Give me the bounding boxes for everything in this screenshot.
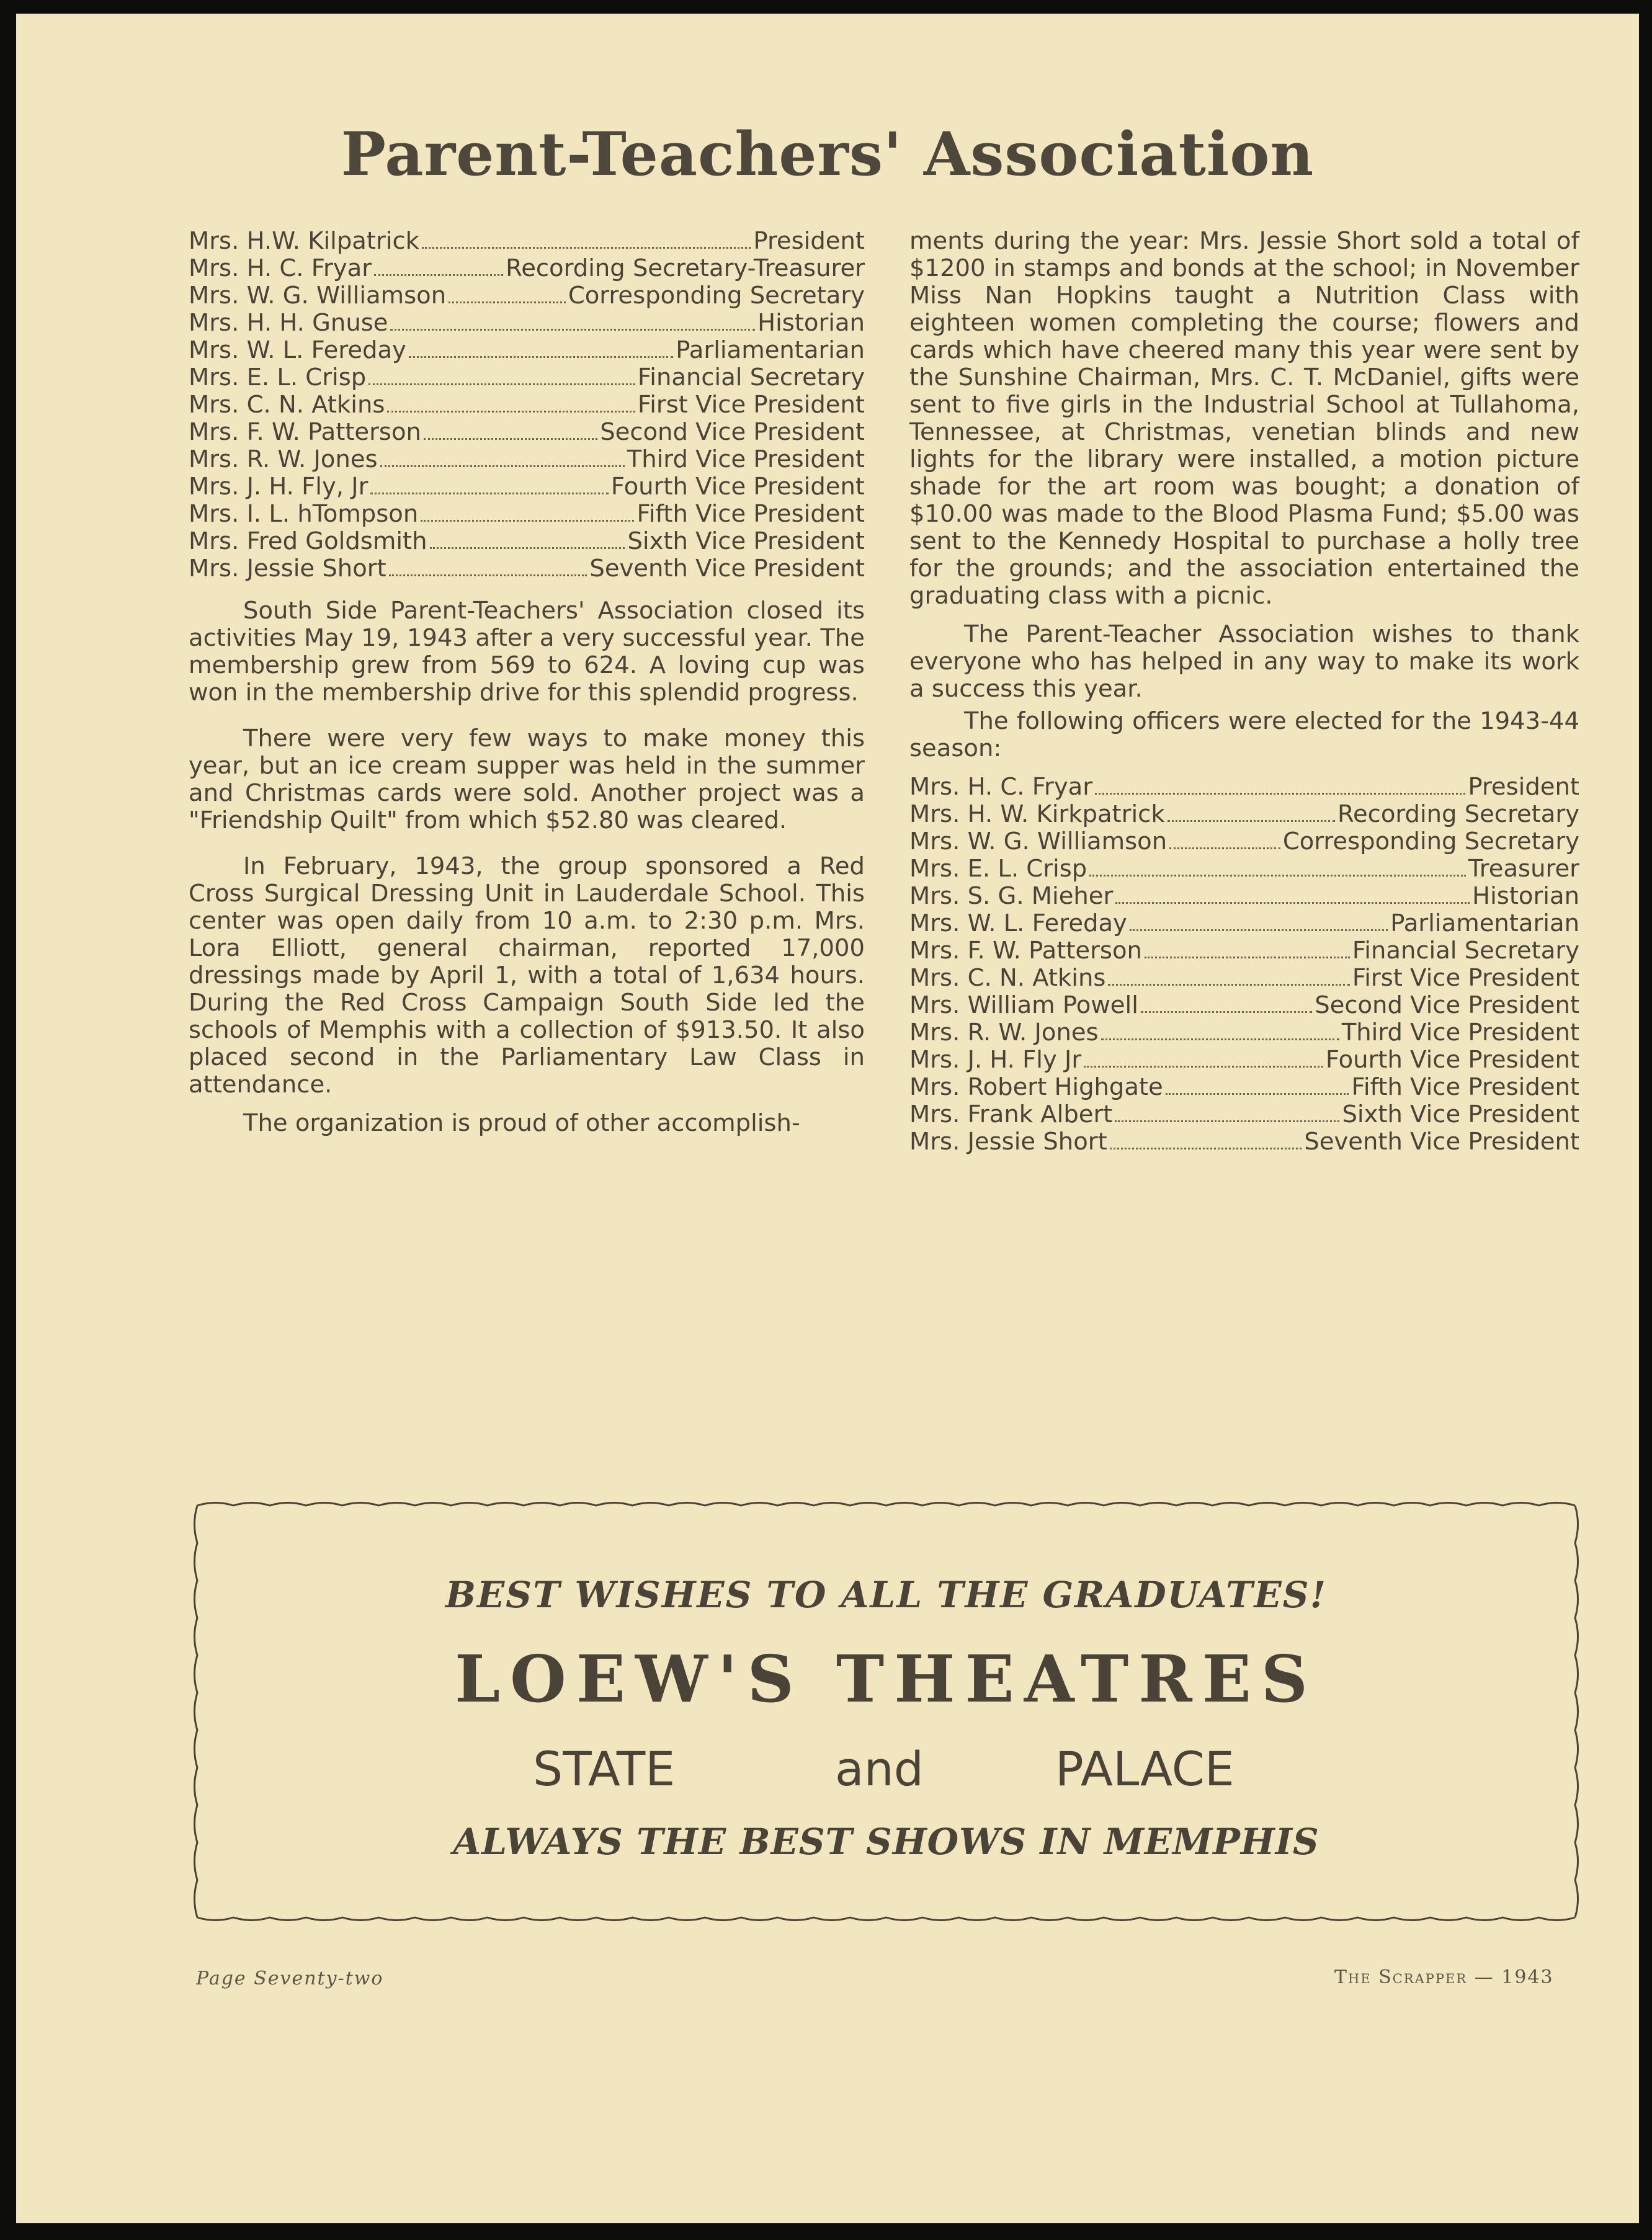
officer-row [909,855,1579,883]
officer-row [909,1046,1579,1074]
officers-list-1943-44 [909,774,1579,1156]
officer-row [189,337,865,364]
leader-dots [424,438,597,440]
leader-dots [1115,1120,1339,1122]
officer-name: Mrs. H.W. Kilpatrick [189,227,419,255]
officer-office: Parliamentarian [676,336,865,364]
leader-dots [368,383,635,385]
body-paragraph: South Side Parent-Teachers' Association closed its activities May 19, 1943 after a very successful year. The membership grew from 569 to 624. A loving cup was won in the membership drive for this splendid progress. [189,597,865,707]
page-title: Parent-Teachers' Association [341,119,1315,189]
officer-name: Mrs. R. W. Jones [909,1019,1099,1046]
officer-row [189,528,865,555]
officer-office: First Vice President [637,391,865,419]
officer-office: Parliamentarian [1390,909,1579,937]
officer-row [909,1019,1579,1046]
officer-name: Mrs. W. G. Williamson [189,282,447,310]
officer-office: Fourth Vice President [1325,1046,1579,1074]
officer-name: Mrs. J. H. Fly, Jr [189,473,368,501]
officer-row [909,828,1579,855]
leader-dots [1115,902,1470,904]
leader-dots [1141,1011,1312,1013]
officer-name: Mrs. F. W. Patterson [909,937,1142,965]
leader-dots [374,274,503,276]
officer-office: Seventh Vice President [1304,1128,1579,1156]
body-paragraph: The following officers were elected for the 1943-44 season: [909,707,1579,762]
officer-name: Mrs. Jessie Short [189,555,386,582]
ad-slogan: ALWAYS THE BEST SHOWS IN MEMPHIS [453,1821,1319,1863]
leader-dots [421,520,634,522]
officer-name: Mrs. J. H. Fly Jr [909,1046,1082,1074]
officer-row [909,1128,1579,1156]
officers-list-1942 [189,228,865,582]
body-paragraph: ments during the year: Mrs. Jessie Short sold a total of $1200 in stamps and bonds at the school; in November Miss Nan Hopkins taught a Nutrition Class with eighteen women completing the course; flowers and cards which have cheered many this year were sent by the Sunshine Chairman, Mrs. C. T. McDaniel, gifts were sent to five girls in the Industrial School at Tullahoma, Tennessee, at Christmas, venetian blinds and new lights for the library were installed, a motion picture shade for the art room was bought; a donation of $10.00 was made to the Blood Plasma Fund; $5.00 was sent to the Kennedy Hospital to purchase a holly tree for the grounds; and the association entertained the graduating class with a picnic. [909,227,1579,610]
officer-name: Mrs. E. L. Crisp [909,855,1087,883]
officer-row [909,1101,1579,1128]
publication-name: The Scrapper — 1943 [1334,1966,1554,1988]
ad-venues [190,1741,1583,1797]
officer-office: Fifth Vice President [1351,1073,1579,1101]
officer-office: Recording Secretary-Treasurer [506,254,865,282]
officer-row [189,419,865,446]
leader-dots [1089,875,1466,877]
officer-name: Mrs. W. L. Fereday [909,909,1127,937]
body-paragraph: The organization is proud of other accomplish- [243,1109,800,1137]
leader-dots [1108,984,1349,986]
ad-theatre-name: LOEW'S THEATRES [454,1641,1318,1717]
leader-dots [1130,929,1388,931]
officer-name: Mrs. I. L. hTompson [189,500,419,528]
officer-office: Financial Secretary [637,364,865,391]
officer-row [189,255,865,282]
officer-row [909,910,1579,937]
officer-name: Mrs. W. L. Fereday [189,336,406,364]
leader-dots [1168,820,1335,822]
leader-dots [1095,793,1465,795]
yearbook-page [16,14,1639,2223]
leader-dots [389,574,587,576]
officer-office: Third Vice President [1341,1019,1579,1046]
leader-dots [409,356,673,358]
officer-name: Mrs. C. N. Atkins [909,964,1106,992]
officer-name: Mrs. Robert Highgate [909,1073,1163,1101]
officer-office: Sixth Vice President [627,527,865,555]
officer-row [189,364,865,391]
leader-dots [390,329,755,331]
officer-name: Mrs. H. C. Fryar [909,773,1093,801]
officer-row [909,801,1579,828]
leader-dots [1169,847,1280,849]
venue-palace: PALACE [1055,1741,1235,1796]
leader-dots [387,411,635,413]
leader-dots [1110,1148,1302,1149]
officer-row [909,1074,1579,1101]
officer-office: Third Vice President [627,445,865,473]
officer-name: Mrs. H. H. Gnuse [189,309,388,337]
officer-office: Sixth Vice President [1342,1100,1579,1128]
body-paragraph: The Parent-Teacher Association wishes to thank everyone who has helped in any way to make its work a success this year. [909,620,1579,703]
officer-row [189,282,865,310]
officer-name: Mrs. Fred Goldsmith [189,527,427,555]
officer-office: President [753,227,865,255]
officer-office: Corresponding Secretary [568,282,865,310]
officer-row [909,937,1579,965]
venue-state: STATE [533,1741,676,1796]
officer-name: Mrs. C. N. Atkins [189,391,385,419]
officer-office: Seventh Vice President [589,555,865,582]
body-paragraph: In February, 1943, the group sponsored a Red Cross Surgical Dressing Unit in Lauderdale School. This center was open daily from 10 a.m. to 2:30 p.m. Mrs. Lora Elliott, general chairman, reported 17,000 dressings made by April 1, with a total of 1,634 hours. During the Red Cross Campaign South Side led the schools of Memphis with a collection of $913.50. It also placed second in the Parliamentary Law Class in attendance. [189,852,865,1099]
page-number: Page Seventy-two [196,1968,384,1989]
officer-office: Recording Secretary [1337,800,1579,828]
officer-name: Mrs. Jessie Short [909,1128,1107,1156]
officer-office: Second Vice President [1315,991,1579,1019]
officer-row [189,473,865,501]
officer-name: Mrs. R. W. Jones [189,445,378,473]
leader-dots [422,247,751,249]
leader-dots [430,547,625,549]
officer-office: Second Vice President [600,418,865,446]
leader-dots [1084,1066,1323,1068]
officer-office: First Vice President [1352,964,1579,992]
officer-office: Corresponding Secretary [1282,828,1579,855]
officer-row [189,391,865,419]
officer-name: Mrs. H. C. Fryar [189,254,372,282]
venue-conjunction: and [835,1741,924,1796]
officer-office: Financial Secretary [1352,937,1579,965]
leader-dots [1166,1093,1349,1095]
officer-name: Mrs. H. W. Kirkpatrick [909,800,1165,828]
officer-name: Mrs. Frank Albert [909,1100,1113,1128]
officer-name: Mrs. E. L. Crisp [189,364,367,391]
leader-dots [449,301,566,303]
officer-row [909,774,1579,801]
leader-dots [370,493,608,494]
officer-name: Mrs. W. G. Williamson [909,828,1168,855]
officer-office: President [1468,773,1579,801]
officer-name: Mrs. F. W. Patterson [189,418,421,446]
officer-office: Historian [757,309,865,337]
officer-row [909,883,1579,910]
body-paragraph: There were very few ways to make money this year, but an ice cream supper was held in the summer and Christmas cards were sold. Another project was a "Friendship Quilt" from which $52.80 was cleared. [189,725,865,834]
leader-dots [1145,957,1350,958]
officer-office: Fourth Vice President [610,473,865,501]
leader-dots [380,465,625,467]
officer-row [189,446,865,473]
officer-name: Mrs. S. G. Mieher [909,882,1114,910]
officer-row [189,228,865,255]
officer-office: Historian [1472,882,1579,910]
left-column [189,228,865,1137]
right-column [909,228,1579,1156]
loews-theatres-advertisement [190,1498,1583,1925]
officer-row [189,501,865,528]
officer-row [189,555,865,582]
officer-name: Mrs. William Powell [909,991,1138,1019]
officer-office: Fifth Vice President [636,500,865,528]
ad-greeting: BEST WISHES TO ALL THE GRADUATES! [445,1574,1328,1616]
officer-office: Treasurer [1468,855,1579,883]
officer-row [909,965,1579,992]
officer-row [189,310,865,337]
officer-row [909,992,1579,1019]
leader-dots [1101,1038,1339,1040]
